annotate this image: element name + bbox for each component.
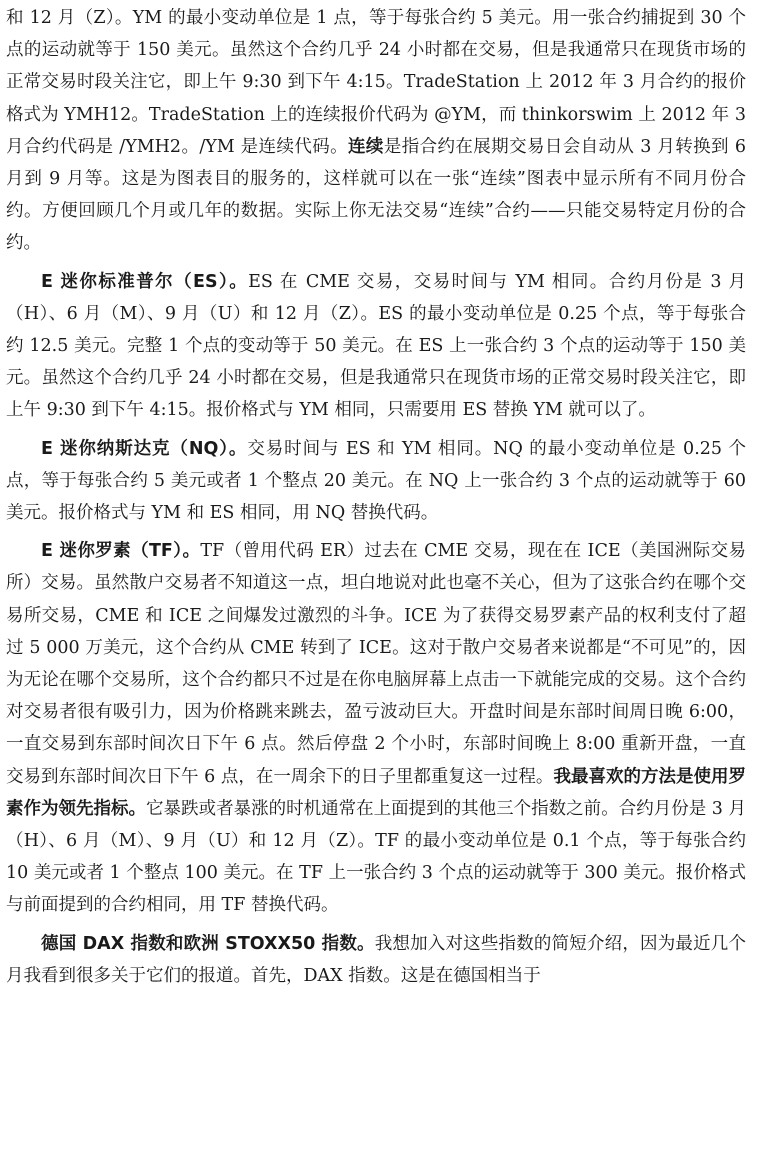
es-text: ES 在 CME 交易，交易时间与 YM 相同。合约月份是 3 月（H）、6 月（M）、9 月（U）和 12 月（Z）。ES 的最小变动单位是 0.25 个点，等于每张合约 12.5 美元。完整 1 个点的变动等于 50 美元。在 ES 上一张合约 3 个点的运动等于 150 美元。虽然这个合约几乎 24 小时都在交易，但是我通常只在现货市场的正常交易时段关注它，即上午 9:30 到下午 4:15。报价格式与 YM 相同，只需要用 ES 替换 YM 就可以了。 — [6, 271, 747, 421]
tf-text-2: 它暴跌或者暴涨的时机通常在上面提到的其他三个指数之前。合约月份是 3 月（H）、6 月（M）、9 月（U）和 12 月（Z）。TF 的最小变动单位是 0.1 个点，等于每张合约 10 美元或者 1 个整点 100 美元。在 TF 上一张合约 3 个点的运动就等于 300 美元。报价格式与前面提到的合约相同，用 TF 替换代码。 — [6, 798, 746, 916]
tf-favorite-method: 我最喜欢的方法是使用罗素作为领先指标。 — [6, 766, 746, 819]
nq-text: 交易时间与 ES 和 YM 相同。NQ 的最小变动单位是 0.25 个点，等于每张合约 5 美元或者 1 个整点 20 美元。在 NQ 上一张合约 3 个点的运动就等于 60 美元。报价格式与 YM 和 ES 相同，用 NQ 替换代码。 — [6, 438, 746, 524]
nq-heading: E 迷你纳斯达克（NQ）。 — [41, 438, 248, 459]
tf-text-1: TF（曾用代码 ER）过去在 CME 交易，现在在 ICE（美国洲际交易所）交易。虽然散户交易者不知道这一点，坦白地说对此也毫不关心，但为了这张合约在哪个交易所交易，CME 和 ICE 之间爆发过激烈的斗争。ICE 为了获得交易罗素产品的权利支付了超过 5 000 万美元，这个合约从 CME 转到了 ICE。这对于散户交易者来说都是“不可见”的，因为无论在哪个交易所，这个合约都只不过是在你电脑屏幕上点击一下就能完成的交易。这个合约对交易者很有吸引力，因为价格跳来跳去，盈亏波动巨大。开盘时间是东部时间周日晚 6:00，一直交易到东部时间次日下午 6 点。然后停盘 2 个小时，东部时间晚上 8:00 重新开盘，一直交易到东部时间次日下午 6 点，在一周余下的日子里都重复这一过程。 — [6, 541, 746, 787]
ym-text-2: 是指合约在展期交易日会自动从 3 月转换到 6 月到 9 月等。这是为图表目的服务的，这样就可以在一张“连续”图表中显示所有不同月份合约。方便回顾几个月或几年的数据。实际上你无法交易“连续”合约——只能交易特定月份的合约。 — [6, 136, 747, 254]
es-heading: E 迷你标准普尔（ES）。 — [41, 271, 249, 292]
dax-text: 我想加入对这些指数的简短介绍，因为最近几个月我看到很多关于它们的报道。首先，DAX 指数。这是在德国相当于 — [6, 933, 746, 986]
paragraph-es — [6, 266, 746, 427]
ym-term-continuous: 连续 — [348, 136, 384, 157]
dax-heading: 德国 DAX 指数和欧洲 STOXX50 指数。 — [41, 933, 375, 954]
ym-text-1: 和 12 月（Z）。YM 的最小变动单位是 1 点，等于每张合约 5 美元。用一张合约捕捉到 30 个点的运动就等于 150 美元。虽然这个合约几乎 24 小时都在交易，但是我通常只在现货市场的正常交易时段关注它，即上午 9:30 到下午 4:15。TradeStation 上 2012 年 3 月合约的报价格式为 YMH12。TradeStation 上的连续报价代码为 @YM，而 thinkorswim 上 2012 年 3 月合约代码是 /YMH2。/YM 是连续代码。 — [6, 8, 746, 157]
paragraph-tf — [6, 535, 746, 921]
paragraph-nq — [6, 433, 746, 530]
book-page — [6, 2, 746, 998]
paragraph-ym — [6, 2, 746, 260]
tf-heading: E 迷你罗素（TF）。 — [41, 541, 201, 562]
paragraph-dax — [6, 928, 746, 992]
